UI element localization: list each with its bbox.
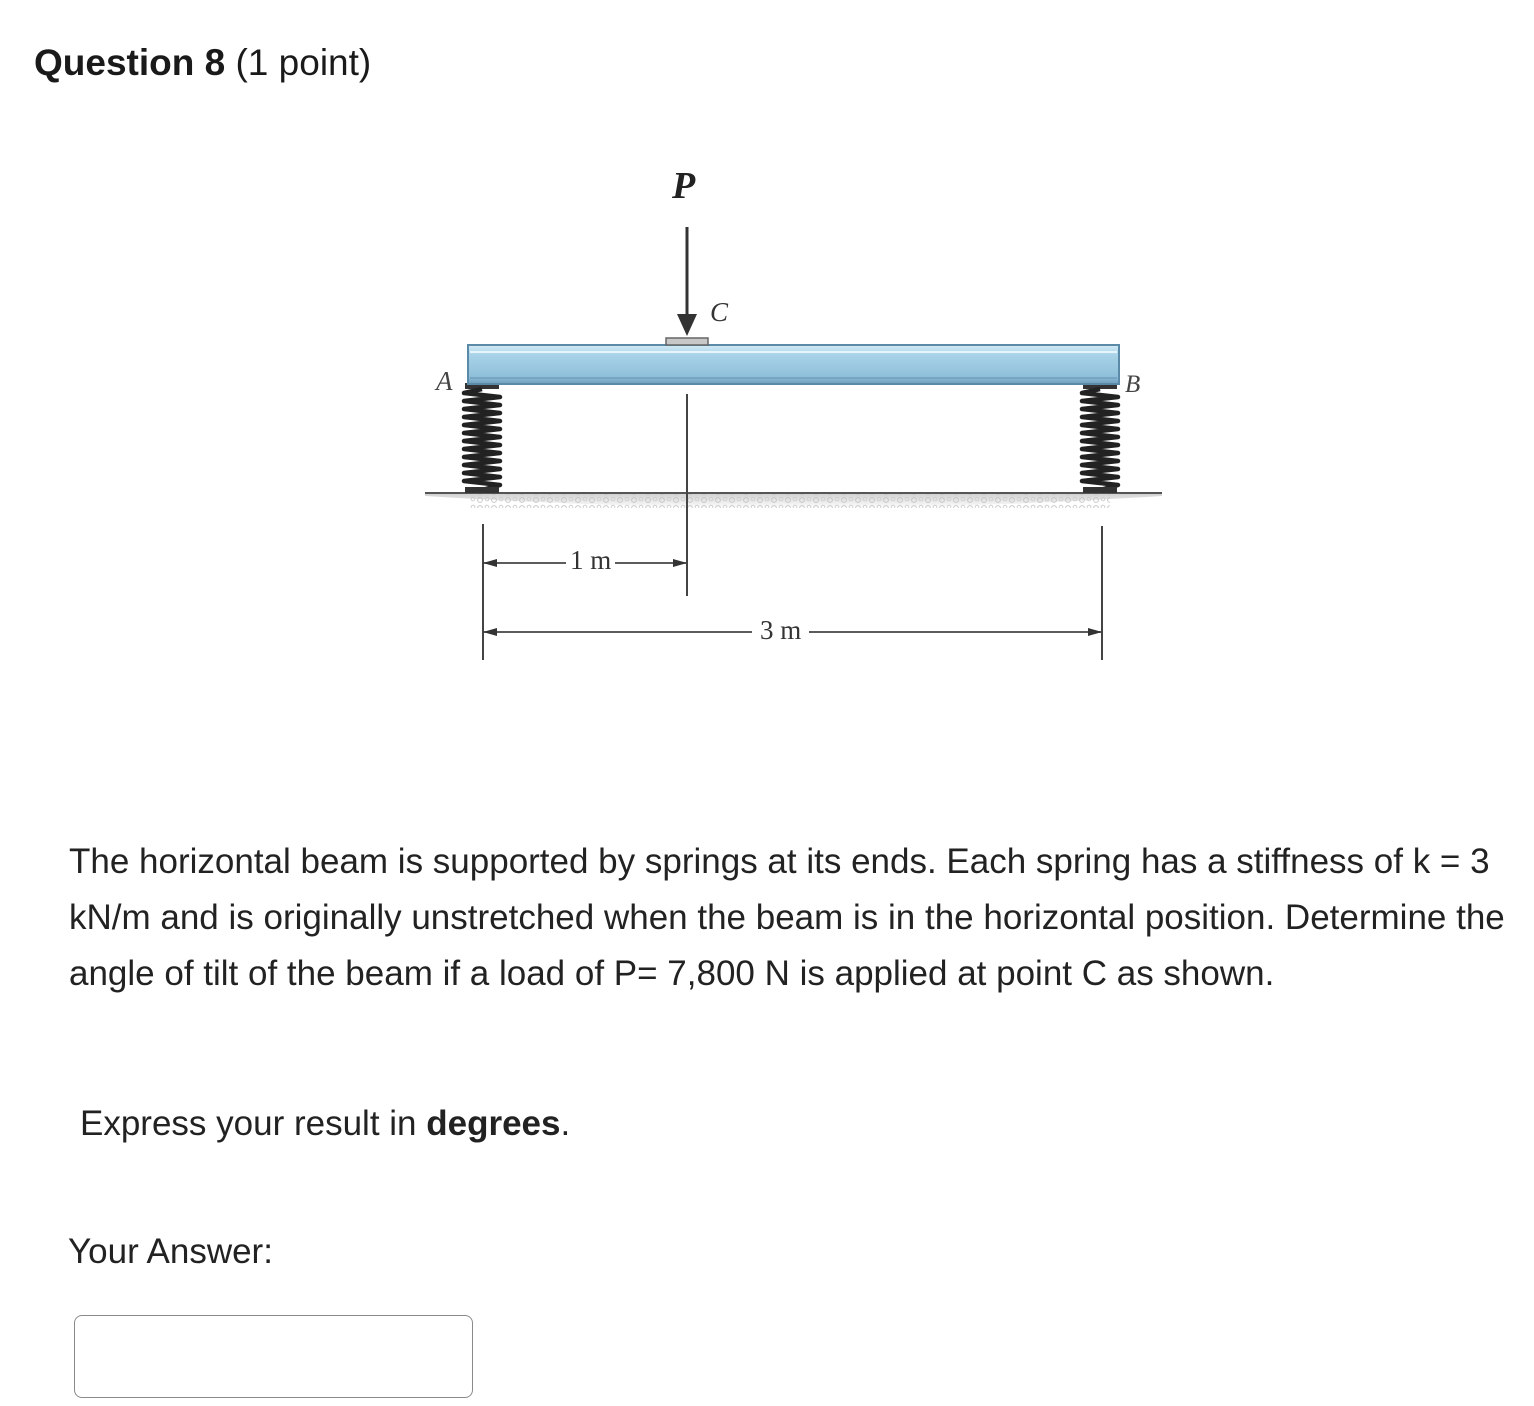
- spring-b: [1082, 383, 1118, 493]
- point-c-label: C: [710, 297, 729, 327]
- express-unit: degrees: [426, 1104, 561, 1143]
- load-arrow: [677, 227, 697, 336]
- express-prefix: Express your result in: [80, 1104, 427, 1143]
- question-title: Question 8: [34, 42, 226, 83]
- express-instruction: [80, 1098, 570, 1150]
- ground: [425, 493, 1162, 508]
- answer-label: Your Answer:: [68, 1232, 273, 1271]
- dimension-long-label: 3 m: [752, 615, 809, 646]
- point-a-label: A: [436, 366, 453, 396]
- beam: [468, 345, 1119, 384]
- question-points: (1 point): [235, 42, 372, 83]
- express-suffix: .: [560, 1104, 571, 1143]
- beam-diagram: [0, 0, 1534, 700]
- answer-input[interactable]: [74, 1315, 473, 1398]
- dimension-short-label: 1 m: [566, 545, 615, 576]
- spring-a: [464, 383, 500, 493]
- load-label: P: [672, 165, 696, 207]
- load-plate: [666, 338, 708, 345]
- point-b-label: B: [1125, 371, 1141, 398]
- problem-statement: The horizontal beam is supported by springs at its ends. Each spring has a stiffness of k = 3 kN/m and is originally unstretched when the beam is in the horizontal position. Determine the angle of tilt of the beam if a load of P= 7,800 N is applied at point C as shown.: [69, 842, 1505, 993]
- beam-figure: [0, 0, 1534, 700]
